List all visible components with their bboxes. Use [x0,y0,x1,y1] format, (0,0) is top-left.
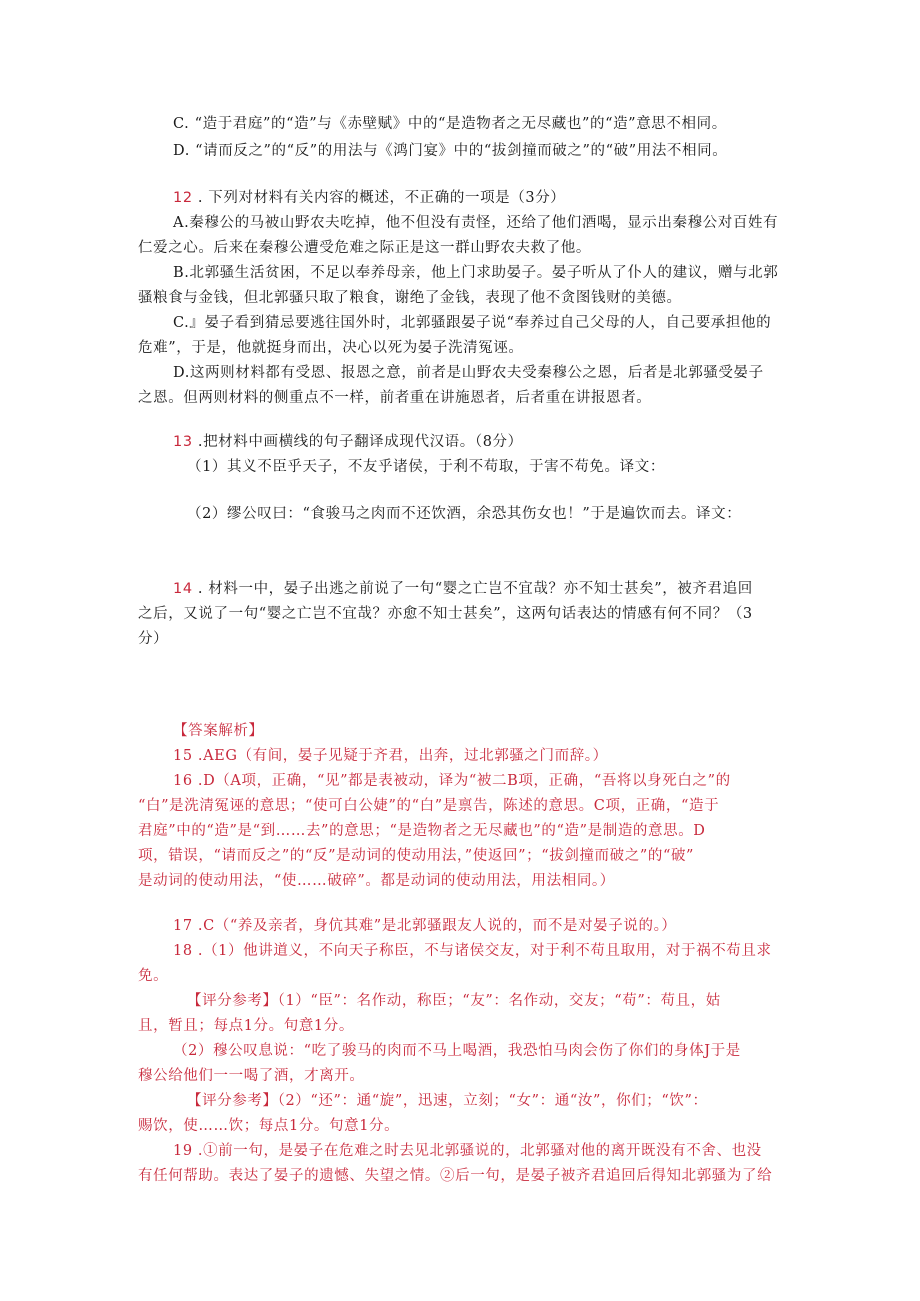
answer-19-line1: 19 .①前一句，是晏子在危难之时去见北郭骚说的，北郭骚对他的离开既没有不舍、也没 [173,1143,762,1159]
q12-option-d-line2: 之恩。但两则材料的侧重点不一样，前者重在讲施恩者，后者重在讲报恩者。 [138,390,652,406]
q12-option-d-line1: D.这两则材料都有受恩、报恩之意，前者是山野农夫受秦穆公之恩，后者是北郭骚受晏子 [173,365,764,381]
scoring-ref-label: 【评分参考】 [187,993,278,1009]
answer-15: 15 .AEG（有间，晏子见疑于齐君，出奔，过北郭骚之门而辞。） [173,748,608,764]
q12-option-a-line2: 仁爱之心。后来在秦穆公遭受危难之际正是这一群山野农夫救了他。 [138,240,591,256]
option-c: C. “造于君庭”的“造”与《赤壁赋》中的“是造物者之无尽藏也”的“造”意思不相同。 [173,116,727,132]
answer-18-line1: 18 .（1）他讲道义，不向天子称臣，不与诸侯交友，对于利不苟且取用，对于祸不苟且求 [173,943,772,959]
answer-17: 17 .C（“养及亲者，身伉其难”是北郭骚跟友人说的，而不是对晏子说的。） [173,918,677,934]
question-12-stem [173,186,798,210]
q12-option-c-line1: C.』晏子看到猜忌要逃往国外时，北郭骚跟晏子说“奉养过自己父母的人，自己要承担他的 [173,315,772,331]
scoring-ref-text: （1）“臣”：名作动，称臣；“友”：名作动，交友；“苟”：苟且，姑 [277,993,721,1009]
q13-sub2: （2）缪公叹曰：“食骏马之肉而不还饮酒，余恐其伤女也！”于是遍饮而去。译文： [187,506,742,522]
question-13-stem [173,430,798,454]
scoring-ref-label: 【评分参考】 [187,1093,278,1109]
question-14-line2: 之后，又说了一句“婴之亡岂不宜哉？亦愈不知士甚矣”，这两句话表达的情感有何不同？（3 [138,606,753,622]
question-text: . 下列对材料有关内容的概述，不正确的一项是（3分） [192,190,566,206]
question-number: 12 [173,190,193,206]
scoring-ref-text: （2）“还”：通“旋”，迅速，立刻；“女”：通“汝”，你们；“饮”： [277,1093,708,1109]
answer-16-line1: 16 .D（A项，正确，“见”都是表被动，译为“被二B项，正确，“吾将以身死白之”的 [173,773,731,789]
answer-16-line4: 项，错误，“请而反之”的“反”是动词的使动用法，”使返回”；“拔剑撞而破之”的“破” [138,848,695,864]
q12-option-a-line1: A.秦穆公的马被山野农夫吃掉，他不但没有责怪，还给了他们酒喝，显示出秦穆公对百姓有 [173,215,779,231]
scoring-ref-2-line1 [187,1089,798,1113]
q13-sub1: （1）其义不臣乎天子，不友乎诸侯，于利不苟取，于害不苟免。译文： [187,459,665,475]
answer-18-2-line1: （2）穆公叹息说：“吃了骏马的肉而不马上喝酒，我恐怕马肉会伤了你们的身体J于是 [173,1043,741,1059]
scoring-ref-2-line2: 赐饮，使……饮；每点1分。句意1分。 [138,1118,400,1134]
answer-16-line5: 是动词的使动用法，“使……破碎”。都是动词的使动用法，用法相同。） [138,873,615,889]
answer-header: 【答案解析】 [173,723,264,739]
answer-19-line2: 有任何帮助。表达了晏子的遗憾、失望之情。②后一句，是晏子被齐君追回后得知北郭骚为了给 [138,1168,773,1184]
question-text: . 材料一中，晏子出逃之前说了一句“婴之亡岂不宜哉？亦不知士甚矣”，被齐君追回 [192,581,753,597]
q12-option-c-line2: 危难”，于是，他就挺身而出，决心以死为晏子洗清冤诬。 [138,340,524,356]
answer-16-line3: 君庭”中的“造”是“到……去”的意思；“是造物者之无尽藏也”的“造”是制造的意思。D [138,823,706,839]
scoring-ref-1-line2: 且，暂且；每点1分。句意1分。 [138,1018,354,1034]
question-text: .把材料中画横线的句子翻译成现代汉语。（8分） [192,434,523,450]
option-d: D. “请而反之”的“反”的用法与《鸿门宴》中的“拔剑撞而破之”的“破”用法不相同。 [173,143,728,159]
question-number: 13 [173,434,193,450]
question-14-line1 [173,577,798,601]
q12-option-b-line1: B.北郭骚生活贫困，不足以奉养母亲，他上门求助晏子。晏子听从了仆人的建议，赠与北郭 [173,265,779,281]
question-14-line3: 分） [138,631,169,647]
scoring-ref-1-line1 [187,989,798,1013]
q12-option-b-line2: 骚粮食与金钱，但北郭骚只取了粮食，谢绝了金钱，表现了他不贪图钱财的美德。 [138,290,682,306]
answer-18-2-line2: 穆公给他们一一喝了酒，才离开。 [138,1068,365,1084]
answer-18-line2: 免。 [138,968,169,984]
question-number: 14 [173,581,193,597]
answer-16-line2: “白”是洗清冤诬的意思；“使可白公婕”的“白”是禀告，陈述的意思。C项，正确，“造于 [138,798,720,814]
